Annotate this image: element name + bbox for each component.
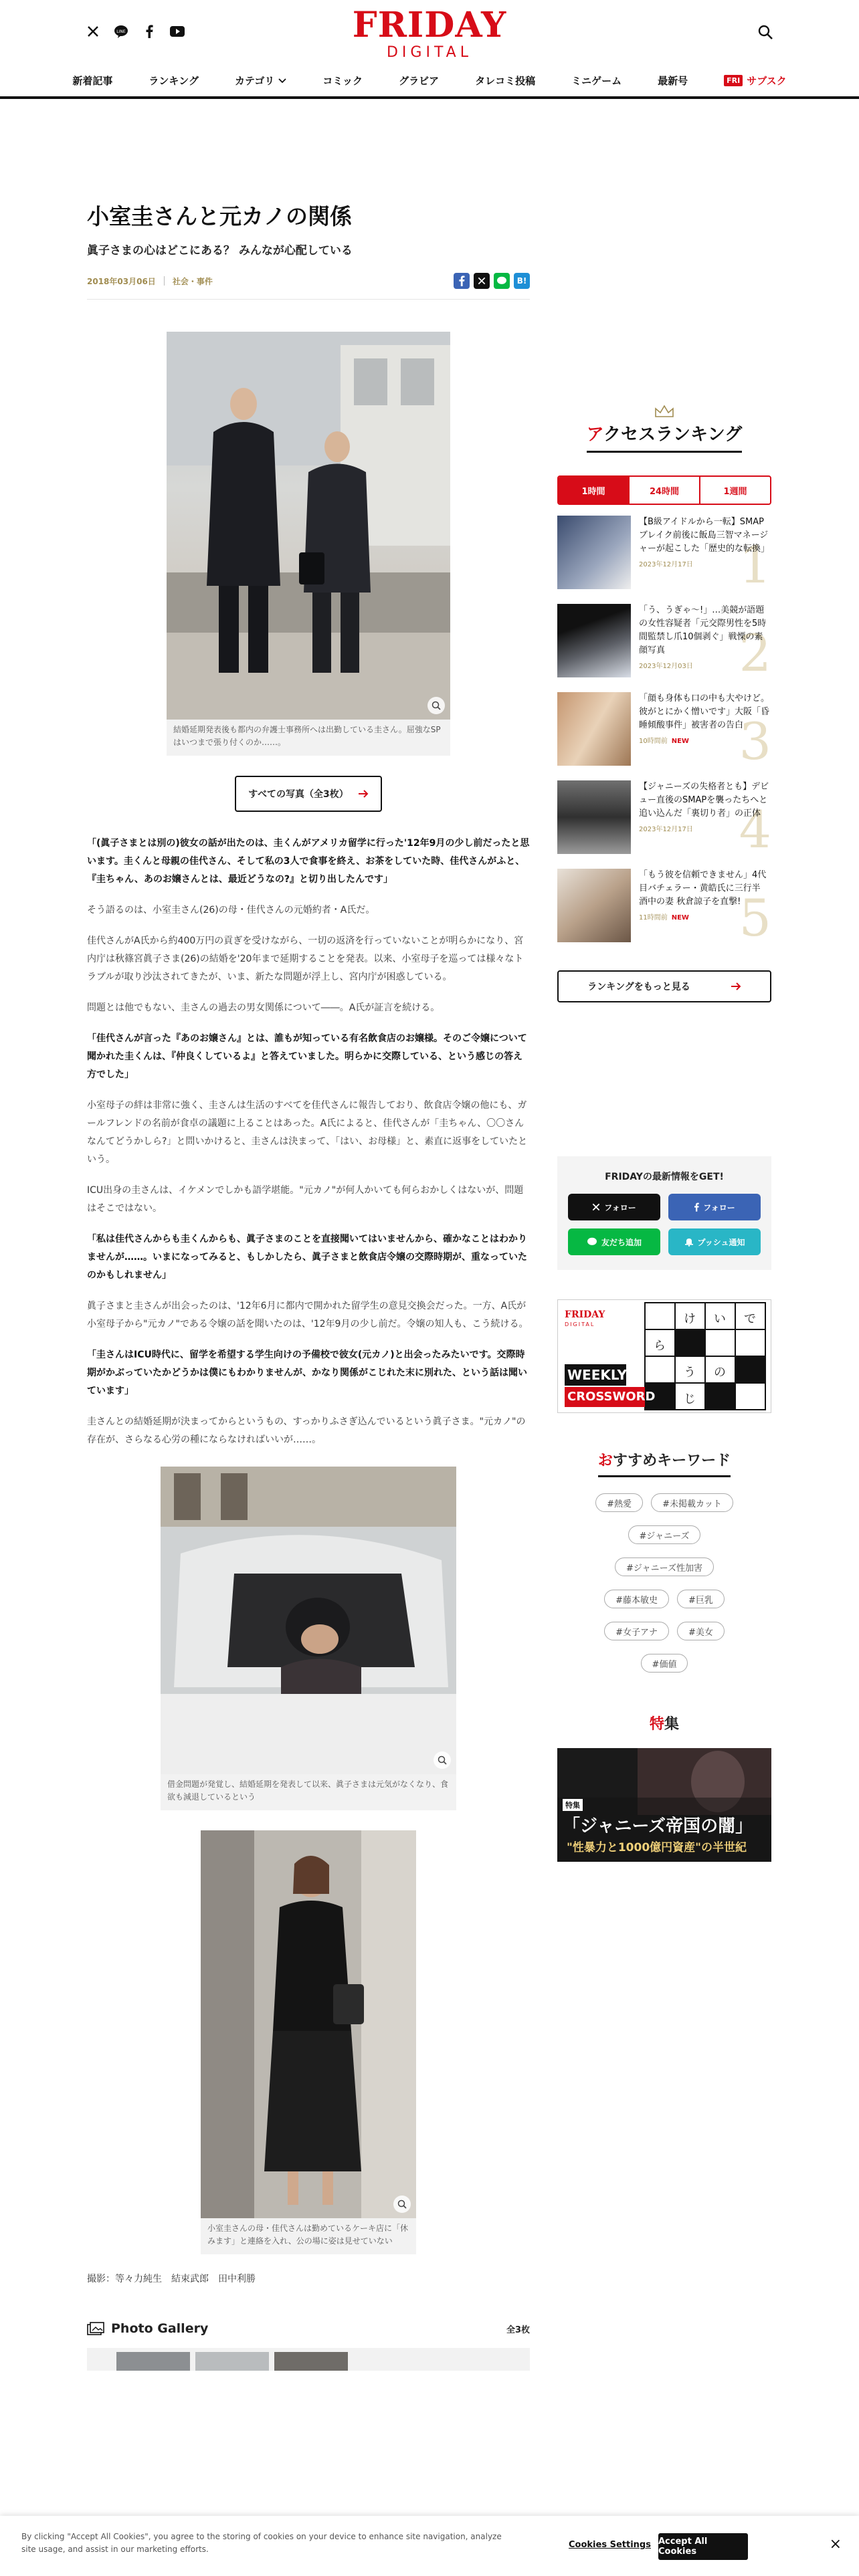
logo-sub: DIGITAL xyxy=(386,44,472,61)
gallery-thumb[interactable] xyxy=(195,2352,269,2371)
ranking-more-button[interactable] xyxy=(557,970,771,1002)
article-body xyxy=(87,835,530,1449)
site-header xyxy=(0,0,859,99)
article-category[interactable]: 社会・事件 xyxy=(172,276,213,286)
ranking-item-title[interactable]: 「う、うぎゃ〜!」…美競が語題の女性容疑者「元交際男性を5時間監禁し爪10個剥ぐ」戦慄の素顔写真 xyxy=(639,605,767,655)
search-icon[interactable] xyxy=(757,24,773,40)
gallery-thumb[interactable] xyxy=(274,2352,348,2371)
ranking-item-title[interactable]: 【ジャニーズの失格者とも】デビュー直後のSMAPを襲ったちへと追い込んだ「裏切り者」の正体 xyxy=(639,782,769,819)
article-paragraph: 「(眞子さまとは別の)彼女の話が出たのは、圭くんがアメリカ留学に行った'12年9月の少し前だったと思います。圭くんと母親の佳代さん、そして私の3人で食事を終え、お茶をしていた時、佳代さんがふと、『圭ちゃん、あのお嬢さんとは、最近どうなの?』と切り出したんです」 xyxy=(87,838,530,885)
ranking-number: 4 xyxy=(739,800,771,859)
article-paragraph: 「佳代さんが言った『あのお嬢さん』とは、誰もが知っている有名飲食店のお嬢様。そのご令嬢について聞かれた圭くんは、『仲良くしているよ』と答えていました。明らかに交際している、という感じの答え方でした」 xyxy=(87,1033,527,1080)
ranking-item-title[interactable]: 【B級アイドルから一転】SMAPブレイク前後に飯島三智マネージャーが起こした「歴史的な転換」 xyxy=(639,517,770,554)
keywords-title: おすすめキーワード xyxy=(598,1449,731,1477)
share-x-icon[interactable] xyxy=(474,273,490,289)
keyword-tag[interactable]: #ジャニーズ xyxy=(628,1525,701,1544)
ranking-item[interactable] xyxy=(557,604,771,692)
ranking-item-date: 2023年12月03日 xyxy=(639,663,693,670)
share-hatena-icon[interactable]: B! xyxy=(514,273,530,289)
ranking-item-title[interactable]: 「もう彼を信頼できません」4代目バチェラー・黄皓氏に三行半 酒中の妻 秋倉諒子を直撃! xyxy=(639,870,767,907)
follow-push-button[interactable]: プッシュ通知 xyxy=(668,1228,761,1255)
crossword-cell: い xyxy=(714,1312,726,1326)
nav-item-category[interactable] xyxy=(217,74,304,88)
article-paragraph: 問題とは他でもない、圭さんの過去の男女関係について――。A氏が証言を続ける。 xyxy=(87,1002,440,1013)
nav-item-gravure[interactable]: グラビア xyxy=(399,75,440,87)
cookie-banner xyxy=(0,2516,859,2576)
share-facebook-icon[interactable] xyxy=(454,273,470,289)
keywords-heading xyxy=(557,1449,771,1477)
keyword-tag[interactable]: #熱愛 xyxy=(595,1493,643,1512)
crossword-cell: で xyxy=(744,1312,756,1326)
ranking-more-label: ランキングをもっと見る xyxy=(587,982,690,992)
article-date: 2018年03月06日 xyxy=(87,276,156,286)
ranking-number: 5 xyxy=(739,888,771,948)
gallery-thumb[interactable] xyxy=(116,2352,190,2371)
ranking-item-date: 11時間前 NEW xyxy=(639,914,689,922)
article xyxy=(87,201,530,2371)
ranking-thumb[interactable] xyxy=(557,780,631,854)
article-paragraph: ICU出身の圭さんは、イケメンでしかも語学堪能。"元カノ"が何人かいても何らおかしくはないが、問題はそこではない。 xyxy=(87,1185,524,1214)
article-photo-1[interactable] xyxy=(167,332,450,756)
main-nav xyxy=(0,74,859,88)
arrow-right-icon xyxy=(358,790,369,798)
follow-title: FRIDAYの最新情報をGET! xyxy=(605,1172,724,1182)
accept-cookies-button[interactable]: Accept All Cookies xyxy=(658,2533,748,2560)
nav-item-latest-issue[interactable]: 最新号 xyxy=(658,75,688,87)
article-paragraph: 眞子さまと圭さんが出会ったのは、'12年6月に都内で開かれた留学生の意見交換会だった。一方、A氏が小室母子から"元カノ"である令嬢の話を聞いたのは、'12年9月の少し前だ。令嬢の知人も、こう続ける。 xyxy=(87,1301,529,1329)
zoom-icon[interactable] xyxy=(393,2195,411,2213)
photo-3-image[interactable] xyxy=(201,1830,416,2218)
tab-1-week[interactable]: 1週間 xyxy=(723,486,747,497)
article-paragraph: 小室母子の絆は非常に強く、圭さんは生活のすべてを佳代さんに報告しており、飲食店令嬢の他にも、ガールフレンドの名前が食卓の議題に上ることはあった。A氏によると、佳代さんが「圭ちゃん、〇〇さんなんてどうかしら?」と問いかけると、圭さんは決まって、「はい、お母様」と、素直に返事をしていたという。 xyxy=(87,1100,528,1165)
photo-gallery-header xyxy=(87,2319,530,2339)
close-icon[interactable]: × xyxy=(829,2536,842,2553)
photo-3-caption: 小室圭さんの母・佳代さんは勤めているケーキ店に「休みます」と連絡を入れ、公の場に姿は見せていない xyxy=(207,2224,409,2246)
crossword-cell: う xyxy=(684,1366,696,1380)
crossword-cell: の xyxy=(714,1366,726,1380)
keyword-tags xyxy=(557,1493,771,1673)
cookie-text: By clicking "Accept All Cookies", you agree to the storing of cookies on your device to enhance site navigation, analyze site usage, and assist in our marketing efforts. xyxy=(21,2532,502,2554)
crossword-banner[interactable] xyxy=(557,1299,771,1413)
photo-1-image[interactable] xyxy=(167,332,450,720)
ranking-thumb[interactable] xyxy=(557,869,631,942)
cookie-settings-link[interactable]: Cookies Settings xyxy=(569,2540,651,2550)
feature-headline: 「ジャニーズ帝国の闇」 xyxy=(563,1816,753,1836)
ranking-list xyxy=(557,516,771,957)
photo-gallery-title: Photo Gallery xyxy=(111,2321,209,2336)
tab-24-hours[interactable]: 24時間 xyxy=(630,477,700,504)
article-paragraph: 圭さんとの結婚延期が決まってからというもの、すっかりふさぎ込んでいるという眞子さま。"元カノ"の存在が、さらなる心労の種にならなければいいが……。 xyxy=(87,1416,526,1445)
svg-text:LINE: LINE xyxy=(116,29,126,34)
ranking-tabs xyxy=(557,475,771,505)
article-photo-2[interactable] xyxy=(161,1467,456,1810)
follow-box xyxy=(557,1156,771,1270)
ranking-number: 2 xyxy=(739,623,771,683)
sidebar xyxy=(557,405,771,1862)
logo-brand[interactable]: FRIDAY xyxy=(352,5,507,45)
crossword-cell: じ xyxy=(684,1392,696,1406)
subscribe-badge: FRI xyxy=(724,75,743,86)
ranking-item[interactable] xyxy=(557,780,771,869)
nav-item-subscribe[interactable] xyxy=(706,74,804,88)
nav-item-comic[interactable]: コミック xyxy=(322,75,363,87)
nav-item-category-label: カテゴリ xyxy=(234,75,275,87)
all-photos-row xyxy=(87,776,530,812)
subscribe-label: サブスク xyxy=(747,75,787,87)
tab-1-hour[interactable]: 1時間 xyxy=(559,477,630,504)
article-paragraph: 佳代さんがA氏から約400万円の貢ぎを受けながら、一切の返済を行っていないことが明らかになり、宮内庁は秋篠宮眞子さま(26)の結婚を'20年まで延期することを発表。以来、小室母子を巡っては様々なトラブルが取り沙汰されてきたが、いま、新たな問題が浮上し、宮内庁が困惑している。 xyxy=(87,936,524,982)
article-paragraph: 「圭さんはICU時代に、留学を希望する学生向けの予備校で彼女(元カノ)と出会ったみたいです。交際時期がかぶっていたかどうかは僕にもわかりませんが、かなり関係がこじれた末に別れた、という話は聞いています」 xyxy=(87,1350,527,1396)
zoom-icon[interactable] xyxy=(427,697,445,714)
keyword-tag[interactable]: #美女 xyxy=(677,1622,725,1640)
photo-3-scene xyxy=(201,1830,416,2218)
all-photos-button[interactable] xyxy=(235,776,382,812)
feature-subline: "性暴力と1000億円資産"の半世紀 xyxy=(567,1841,747,1854)
article-paragraph: 「私は佳代さんからも圭くんからも、眞子さまのことを直接聞いてはいませんから、確かなことはわかりませんが……。いまになってみると、もしかしたら、眞子さまと飲食店令嬢の交際時期が、重なっていたのかもしれません」 xyxy=(87,1234,527,1281)
keyword-tag[interactable]: #巨乳 xyxy=(677,1590,725,1608)
chevron-down-icon xyxy=(278,78,286,84)
crossword-cell: け xyxy=(684,1312,696,1326)
nav-item-ranking[interactable]: ランキング xyxy=(149,75,199,87)
crossword-brand: FRIDAY xyxy=(565,1309,605,1320)
ranking-item-date: 10時間前 NEW xyxy=(639,738,689,745)
keyword-tag[interactable]: #ジャニーズ性加害 xyxy=(615,1558,714,1576)
keyword-tag[interactable]: #女子アナ xyxy=(604,1622,669,1640)
ranking-number: 1 xyxy=(739,535,771,595)
ranking-thumb[interactable] xyxy=(557,692,631,766)
article-photo-3[interactable] xyxy=(201,1830,416,2254)
crossword-word-1: WEEKLY xyxy=(567,1367,627,1383)
share-line-icon[interactable] xyxy=(494,273,510,289)
all-photos-label: すべての写真（全3枚） xyxy=(248,789,349,800)
meta-divider xyxy=(164,276,165,286)
facebook-icon xyxy=(694,1202,699,1212)
photo-2-image[interactable] xyxy=(161,1467,456,1774)
photo-2-caption: 借金問題が発覚し、結婚延期を発表して以来、眞子さまは元気がなくなり、食欲も減退しているという xyxy=(167,1780,449,1802)
photo-1-caption: 結婚延期発表後も都内の弁護士事務所へは出勤している圭さん。屈強なSPはいつまで張り付くのか……。 xyxy=(173,725,441,747)
follow-buttons xyxy=(568,1194,761,1255)
share-buttons xyxy=(454,273,530,289)
keyword-tag[interactable]: #価値 xyxy=(641,1654,688,1673)
feature-banner[interactable] xyxy=(557,1748,771,1862)
x-icon xyxy=(592,1203,600,1211)
ranking-item-title[interactable]: 「顔も身体も口の中も大やけど。彼がとにかく憎いです」大阪「昏睡傾酸事件」被害者の告白 xyxy=(639,693,770,730)
article-title: 小室圭さんと元カノの関係 xyxy=(87,203,352,229)
ranking-item[interactable] xyxy=(557,692,771,780)
site-logo[interactable] xyxy=(0,5,859,61)
bell-icon xyxy=(684,1237,694,1247)
ranking-thumb[interactable] xyxy=(557,516,631,589)
ranking-number: 3 xyxy=(739,712,771,771)
keyword-tag[interactable]: #未掲載カット xyxy=(651,1493,733,1512)
ranking-heading xyxy=(557,405,771,453)
gallery-icon xyxy=(87,2322,104,2335)
follow-x-button[interactable]: フォロー xyxy=(568,1194,660,1220)
article-paragraph: そう語るのは、小室圭さん(26)の母・佳代さんの元婚約者・A氏だ。 xyxy=(87,905,375,916)
keyword-tag[interactable]: #藤本敏史 xyxy=(604,1590,669,1608)
zoom-icon[interactable] xyxy=(434,1751,451,1769)
ranking-thumb[interactable] xyxy=(557,604,631,677)
photo-gallery-count: 全3枚 xyxy=(506,2325,530,2335)
feature-badge: 特集 xyxy=(563,1799,583,1811)
follow-facebook-button[interactable]: フォロー xyxy=(668,1194,761,1220)
photo-2-scene xyxy=(161,1467,456,1774)
ranking-item-date: 2023年12月17日 xyxy=(639,561,693,568)
nav-item-minigame[interactable]: ミニゲーム xyxy=(571,75,622,87)
crossword-word-2: CROSSWORD xyxy=(567,1390,656,1404)
crown-icon xyxy=(654,405,674,418)
ranking-item[interactable] xyxy=(557,869,771,957)
meta-rule xyxy=(87,299,530,300)
line-icon xyxy=(587,1237,597,1247)
ranking-title: アクセスランキング xyxy=(587,421,742,453)
photo-gallery-strip xyxy=(87,2348,530,2371)
photo-1-scene xyxy=(167,332,450,720)
article-meta xyxy=(87,272,530,290)
feature-heading xyxy=(557,1713,771,1733)
nav-item-tip-submit[interactable]: タレコミ投稿 xyxy=(475,75,536,87)
arrow-right-icon xyxy=(731,982,741,990)
article-subtitle: 眞子さまの心はどこにある？ みんなが心配している xyxy=(87,244,353,257)
follow-line-button[interactable]: 友だち追加 xyxy=(568,1228,660,1255)
photo-credit: 撮影：等々力純生 結束武郎 田中利勝 xyxy=(87,2274,256,2284)
crossword-brand-sub: DIGITAL xyxy=(565,1321,595,1327)
ranking-item-date: 2023年12月17日 xyxy=(639,826,693,833)
crossword-cell: ら xyxy=(654,1339,666,1353)
nav-item-new[interactable]: 新着記事 xyxy=(72,75,113,87)
feature-title: 特集 xyxy=(649,1716,680,1733)
ranking-item[interactable] xyxy=(557,516,771,604)
